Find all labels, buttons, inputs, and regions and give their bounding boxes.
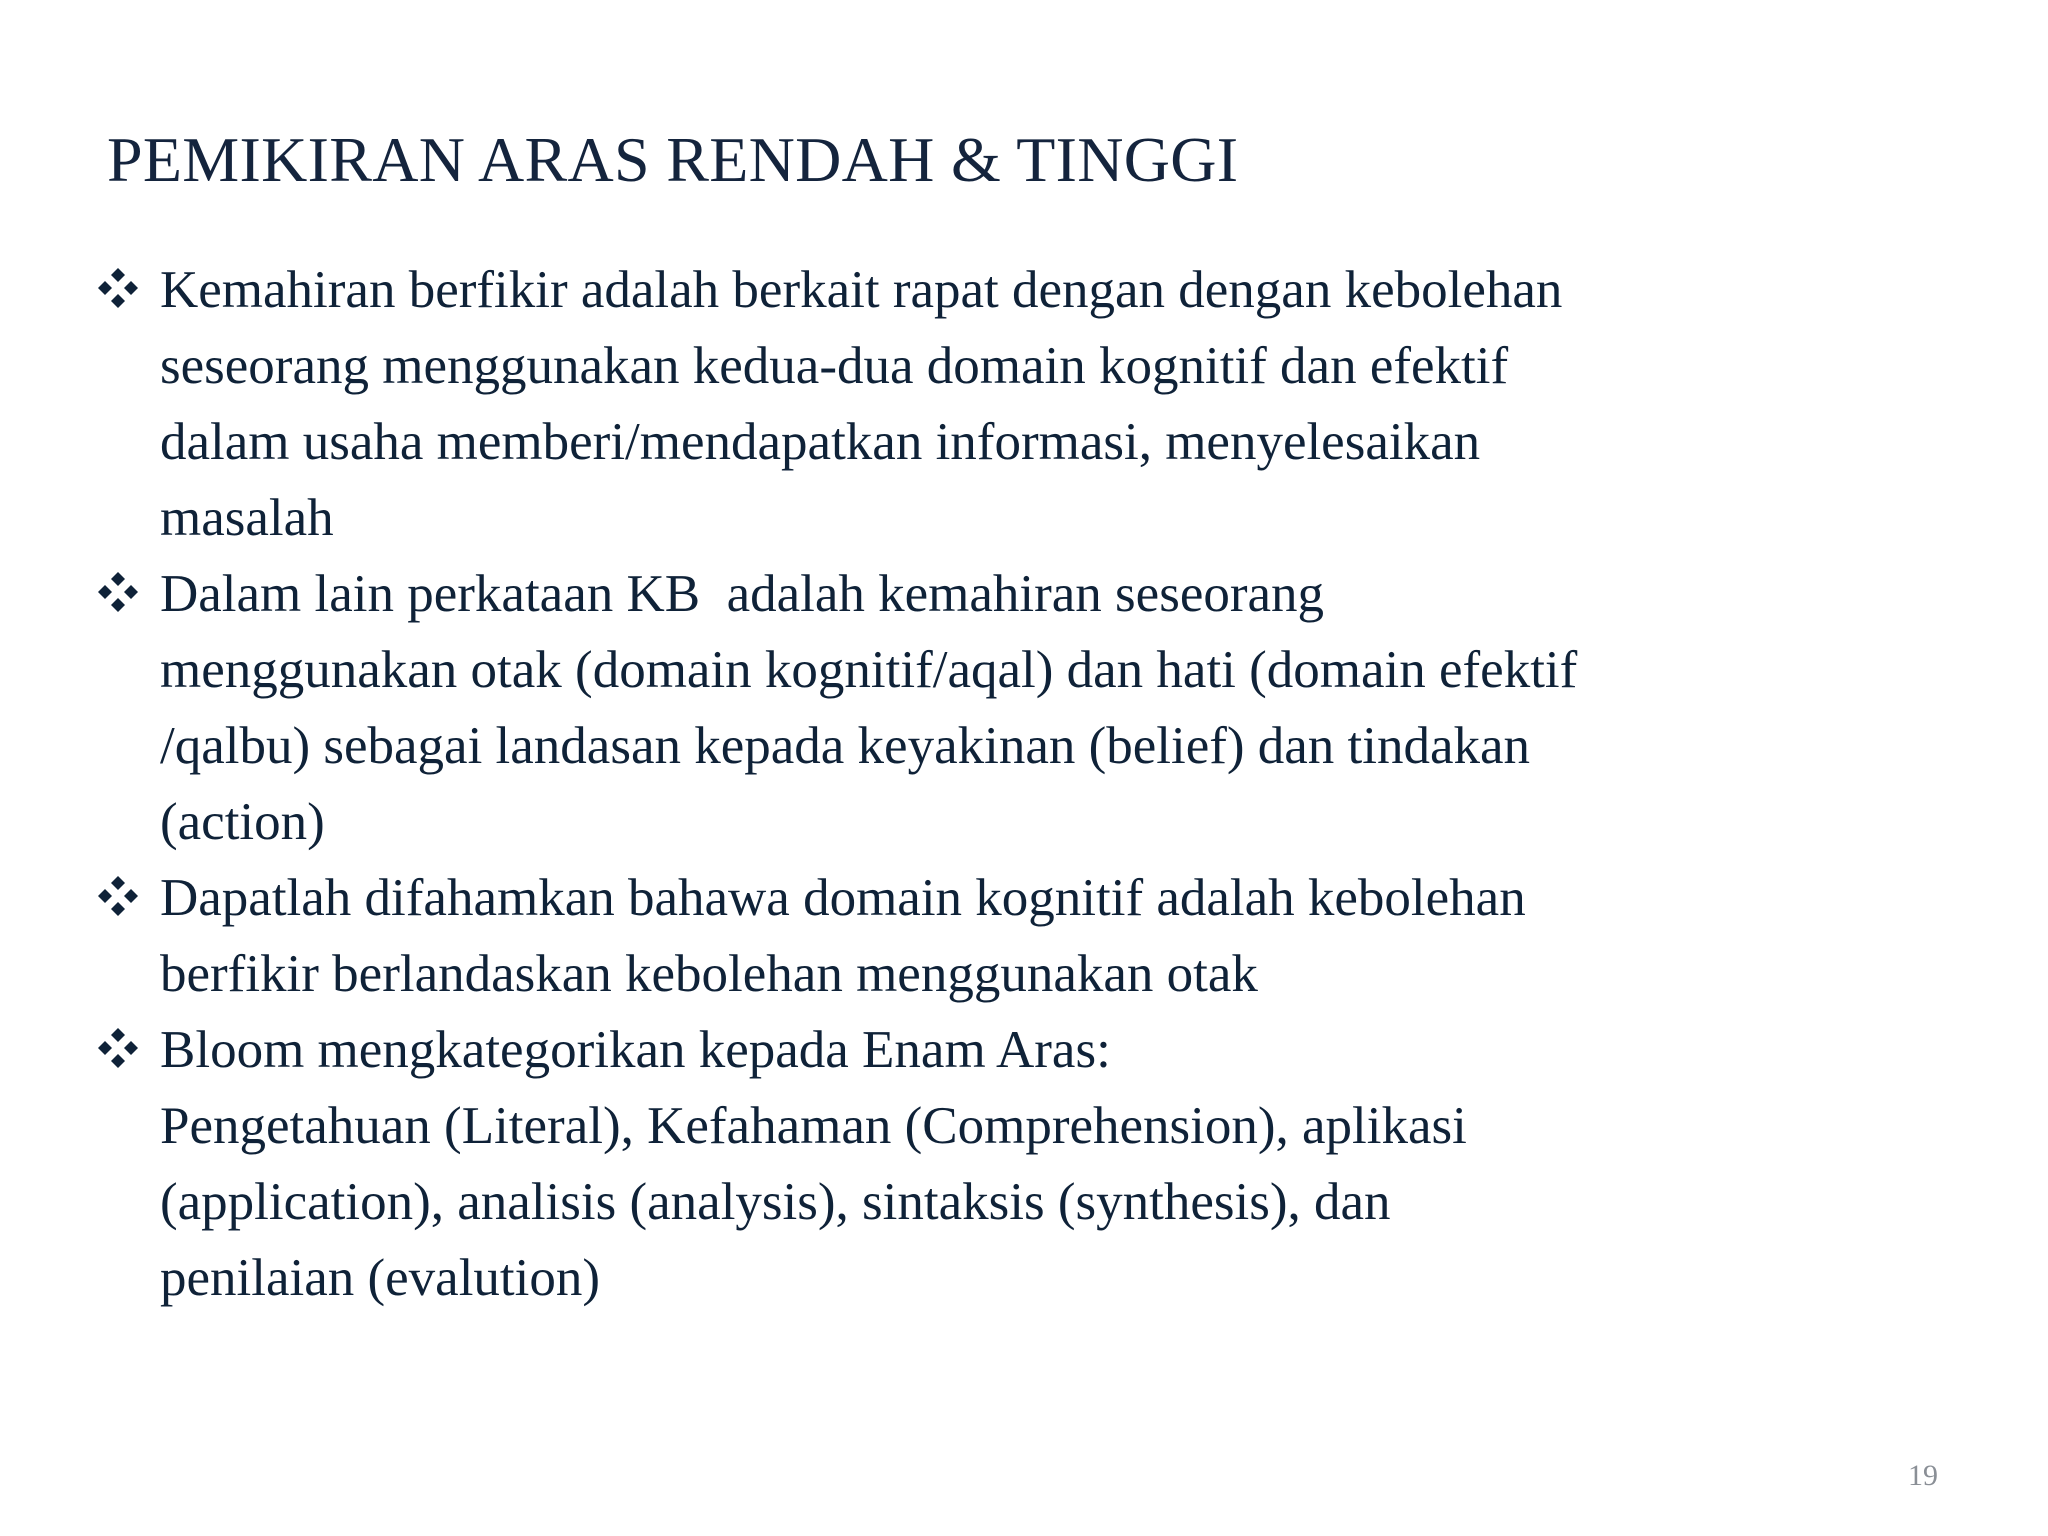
bullet-line: seseorang menggunakan kedua-dua domain kognitif dan efektif (160, 337, 1509, 395)
four-diamond-bullet-icon (96, 874, 140, 918)
bullet-line: Kemahiran berfikir adalah berkait rapat dengan dengan kebolehan (160, 261, 1563, 319)
bullet-text (160, 860, 1808, 1012)
bullet-line: dalam usaha memberi/mendapatkan informasi, menyelesaikan (160, 413, 1481, 471)
bullet-item (0, 556, 2048, 860)
page-number: 19 (1908, 1459, 1938, 1492)
bullet-text (160, 556, 1808, 860)
bullet-line: penilaian (evalution) (160, 1249, 601, 1307)
bullet-line: (action) (160, 793, 325, 851)
bullet-item (0, 860, 2048, 1012)
bullet-text (160, 1012, 1808, 1316)
slide-title: PEMIKIRAN ARAS RENDAH & TINGGI (107, 124, 1239, 195)
bullet-line: berfikir berlandaskan kebolehan menggunakan otak (160, 945, 1258, 1003)
bullet-line: /qalbu) sebagai landasan kepada keyakinan (belief) dan tindakan (160, 717, 1531, 775)
bullet-line: menggunakan otak (domain kognitif/aqal) dan hati (domain efektif (160, 641, 1578, 699)
bullet-line: (application), analisis (analysis), sintaksis (synthesis), dan (160, 1173, 1391, 1231)
four-diamond-bullet-icon (96, 266, 140, 310)
bullet-text (160, 252, 1808, 556)
bullet-line: Bloom mengkategorikan kepada Enam Aras: (160, 1021, 1111, 1079)
bullet-item (0, 252, 2048, 556)
bullet-item (0, 1012, 2048, 1316)
bullet-line: Dapatlah difahamkan bahawa domain kognitif adalah kebolehan (160, 869, 1526, 927)
bullet-list (0, 252, 2048, 1316)
bullet-line: Dalam lain perkataan KB adalah kemahiran seseorang (160, 565, 1325, 623)
four-diamond-bullet-icon (96, 570, 140, 614)
bullet-line: Pengetahuan (Literal), Kefahaman (Comprehension), aplikasi (160, 1097, 1467, 1155)
four-diamond-bullet-icon (96, 1026, 140, 1070)
bullet-line: masalah (160, 489, 334, 547)
